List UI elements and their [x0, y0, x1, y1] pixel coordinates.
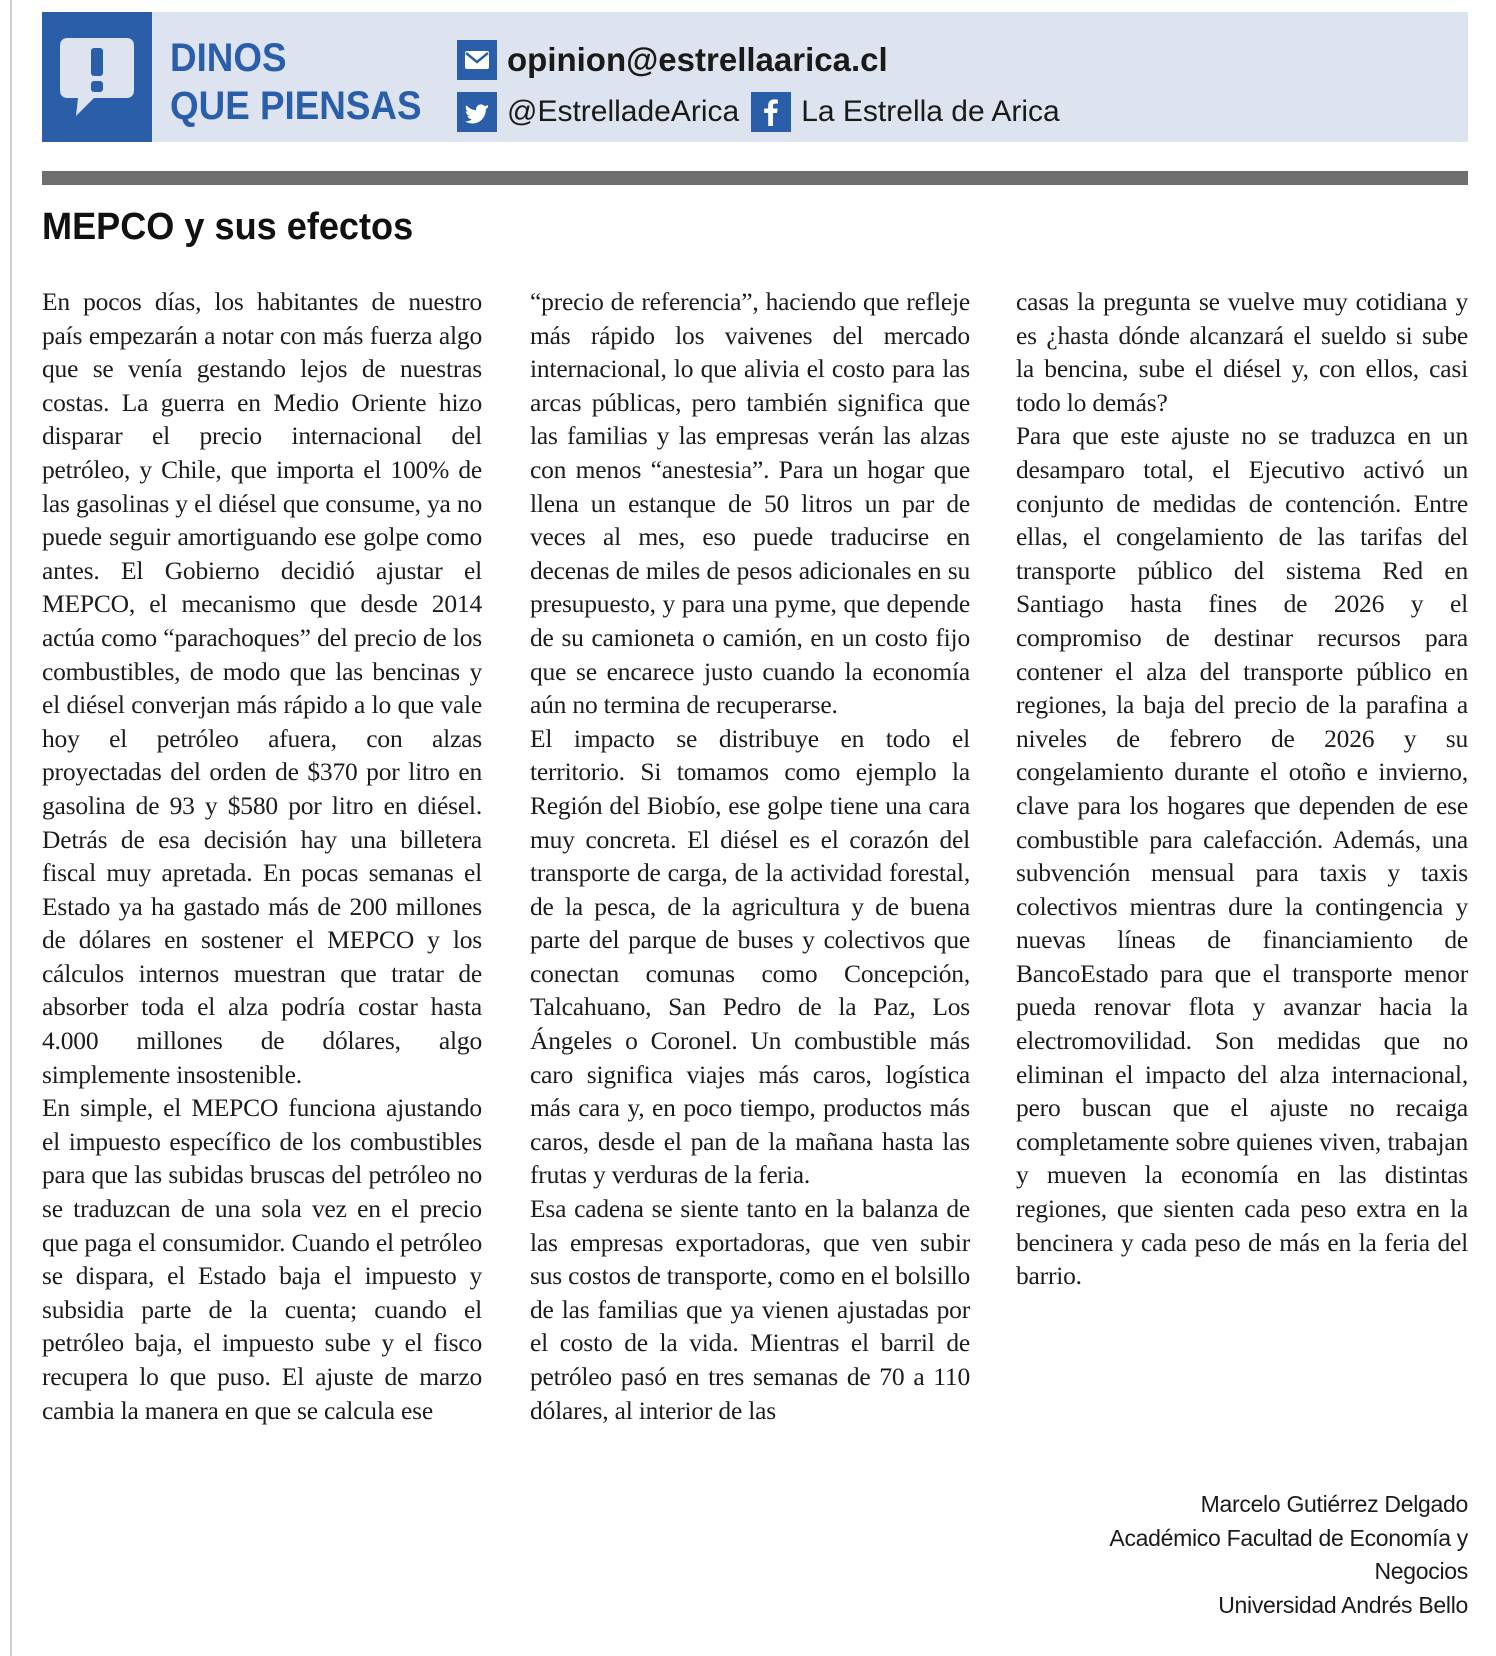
mail-icon — [457, 40, 497, 80]
article-column-1 — [42, 285, 482, 1427]
facebook-page[interactable]: La Estrella de Arica — [801, 95, 1060, 128]
author-name: Marcelo Gutiérrez Delgado — [1200, 1491, 1468, 1517]
author-role-cont: Negocios — [1374, 1558, 1468, 1584]
twitter-handle[interactable]: @EstrelladeArica — [507, 95, 740, 128]
section-title-line1: DINOS — [170, 36, 287, 80]
email-address[interactable]: opinion@estrellaarica.cl — [507, 41, 888, 78]
facebook-icon — [751, 92, 791, 132]
section-title — [170, 34, 422, 130]
author-signature — [1109, 1488, 1468, 1622]
author-role: Académico Facultad de Economía y — [1109, 1524, 1468, 1551]
twitter-icon — [457, 92, 497, 132]
page-edge-rule — [10, 0, 12, 1656]
paragraph: casas la pregunta se vuelve muy cotidiana y es ¿hasta dónde alcanzará el sueldo si sube la bencina, sube el diésel y, con ellos, casi todo lo demás? — [1016, 287, 1468, 417]
paragraph: Esa cadena se siente tanto en la balanza de las empresas exportadoras, que ven subir sus costos de transporte, como en el bolsillo de las familias que ya vienen ajustadas por el costo de la vida. Mientras el barril de petróleo pasó en tres semanas de 70 a 110 dólares, al interior de las — [530, 1194, 971, 1425]
opinion-header — [42, 12, 1468, 142]
paragraph: En pocos días, los habitantes de nuestro país empezarán a notar con más fuerza algo que se venía gestando lejos de nuestras costas. La guerra en Medio Oriente hizo disparar el precio internacional del petróleo, y Chile, que importa el 100% de las gasolinas y el diésel que consume, ya no puede seguir amortiguando ese golpe como antes. El Gobierno decidió ajustar el MEPCO, el mecanismo que desde 2014 actúa como “parachoques” del precio de los combustibles, de modo que las bencinas y el diésel converjan más rápido a lo que vale hoy el petróleo afuera, con alzas proyectadas del orden de $370 por litro en gasolina de 93 y $580 por litro en diésel. Detrás de esa decisión hay una billetera fiscal muy apretada. En pocas semanas el Estado ya ha gastado más de 200 millones de dólares en sostener el MEPCO y los cálculos internos muestran que tratar de absorber toda el alza podría costar hasta 4.000 millones de dólares, algo simplemente insostenible. — [42, 287, 482, 1089]
paragraph: En simple, el MEPCO funciona ajustando el impuesto específico de los combustibles para que las subidas bruscas del petróleo no se traduzcan de una sola vez en el precio que paga el consumidor. Cuando el petróleo se dispara, el Estado baja el impuesto y subsidia parte de la cuenta; cuando el petróleo baja, el impuesto sube y el fisco recupera lo que puso. El ajuste de marzo cambia la manera en que se calcula ese — [42, 1093, 482, 1425]
article-headline: MEPCO y sus efectos — [42, 206, 414, 248]
paragraph: El impacto se distribuye en todo el territorio. Si tomamos como ejemplo la Región del Biobío, ese golpe tiene una cara muy concreta. El diésel es el corazón del transporte de carga, de la actividad forestal, de la pesca, de la agricultura y de buena parte del parque de buses y colectivos que conectan comunas como Concepción, Talcahuano, San Pedro de la Paz, Los Ángeles o Coronel. Un combustible más caro significa viajes más caros, logística más cara y, en poco tiempo, productos más caros, desde el pan de la mañana hasta las frutas y verduras de la feria. — [530, 723, 970, 1190]
paragraph: Para que este ajuste no se traduzca en un desamparo total, el Ejecutivo activó un conjunto de medidas de contención. Entre ellas, el congelamiento de las tarifas del transporte público del sistema Red en Santiago hasta fines de 2026 y el compromiso de destinar recursos para contener el alza del transporte público en regiones, la baja del precio de la parafina a niveles de febrero de 2026 y su congelamiento durante el otoño e invierno, clave para los hogares que dependen de ese combustible para calefacción. Además, una subvención mensual para taxis y taxis colectivos mientras dure la contingencia y nuevas líneas de financiamiento de BancoEstado para que el transporte menor pueda renovar flota y avanzar hacia la electromovilidad. Son medidas que no eliminan el impacto del alza internacional, pero buscan que el ajuste no recaiga completamente sobre quienes viven, trabajan y mueven la economía en las distintas regiones, que sienten cada peso extra en la bencinera y cada peso de más en la feria del barrio. — [1016, 421, 1468, 1291]
section-divider — [42, 171, 1468, 185]
article-column-3 — [1016, 285, 1468, 1293]
section-title-line2: QUE PIENSAS — [170, 84, 422, 128]
author-institution: Universidad Andrés Bello — [1218, 1591, 1468, 1618]
social-contacts — [457, 92, 1060, 132]
email-contact[interactable] — [457, 40, 888, 80]
paragraph: “precio de referencia”, haciendo que refleje más rápido los vaivenes del mercado internacional, lo que alivia el costo para las arcas públicas, pero también significa que las familias y las empresas verán las alzas con menos “anestesia”. Para un hogar que llena un estanque de 50 litros un par de veces al mes, eso puede traducirse en decenas de miles de pesos adicionales en su presupuesto, y para una pyme, que depende de su camioneta o camión, en un costo fijo que se encarece justo cuando la economía aún no termina de recuperarse. — [530, 287, 970, 720]
article-column-2 — [530, 285, 970, 1427]
alert-speech-icon — [42, 12, 152, 142]
